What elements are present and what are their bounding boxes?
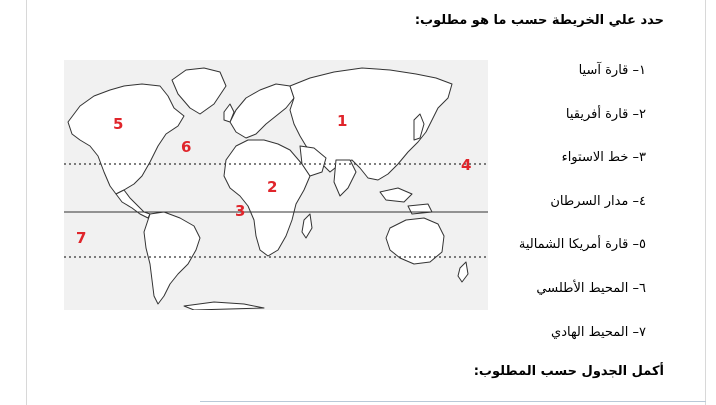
map-label-1: 1 xyxy=(337,112,348,130)
task-item-north-america: ٥– قارة أمريكا الشمالية xyxy=(518,237,646,253)
task-item-africa: ٢– قارة أفريقيا xyxy=(565,106,646,122)
task-item-asia: ١– قارة آسيا xyxy=(578,63,646,78)
table-heading: أكمل الجدول حسب المطلوب: xyxy=(473,364,664,379)
map-label-4: 4 xyxy=(461,156,472,174)
question-heading: حدد علي الخريطة حسب ما هو مطلوب: xyxy=(414,13,664,28)
task-item-pacific-ocean: ٧– المحيط الهادي xyxy=(551,324,646,340)
task-item-equator: ٣– خط الاستواء xyxy=(561,150,646,166)
map-label-2: 2 xyxy=(267,178,278,196)
page-left-border xyxy=(26,0,27,405)
page-right-border xyxy=(705,0,706,405)
map-label-3: 3 xyxy=(235,202,246,220)
task-item-atlantic-ocean: ٦– المحيط الأطلسي xyxy=(536,280,646,296)
map-label-5: 5 xyxy=(113,115,124,133)
table-top-border xyxy=(200,401,706,402)
map-label-7: 7 xyxy=(76,229,87,247)
task-list xyxy=(446,56,646,361)
world-map-drawing xyxy=(64,60,488,310)
task-item-tropic-of-cancer: ٤– مدار السرطان xyxy=(550,193,646,209)
map-label-6: 6 xyxy=(181,138,192,156)
world-map xyxy=(64,60,488,310)
